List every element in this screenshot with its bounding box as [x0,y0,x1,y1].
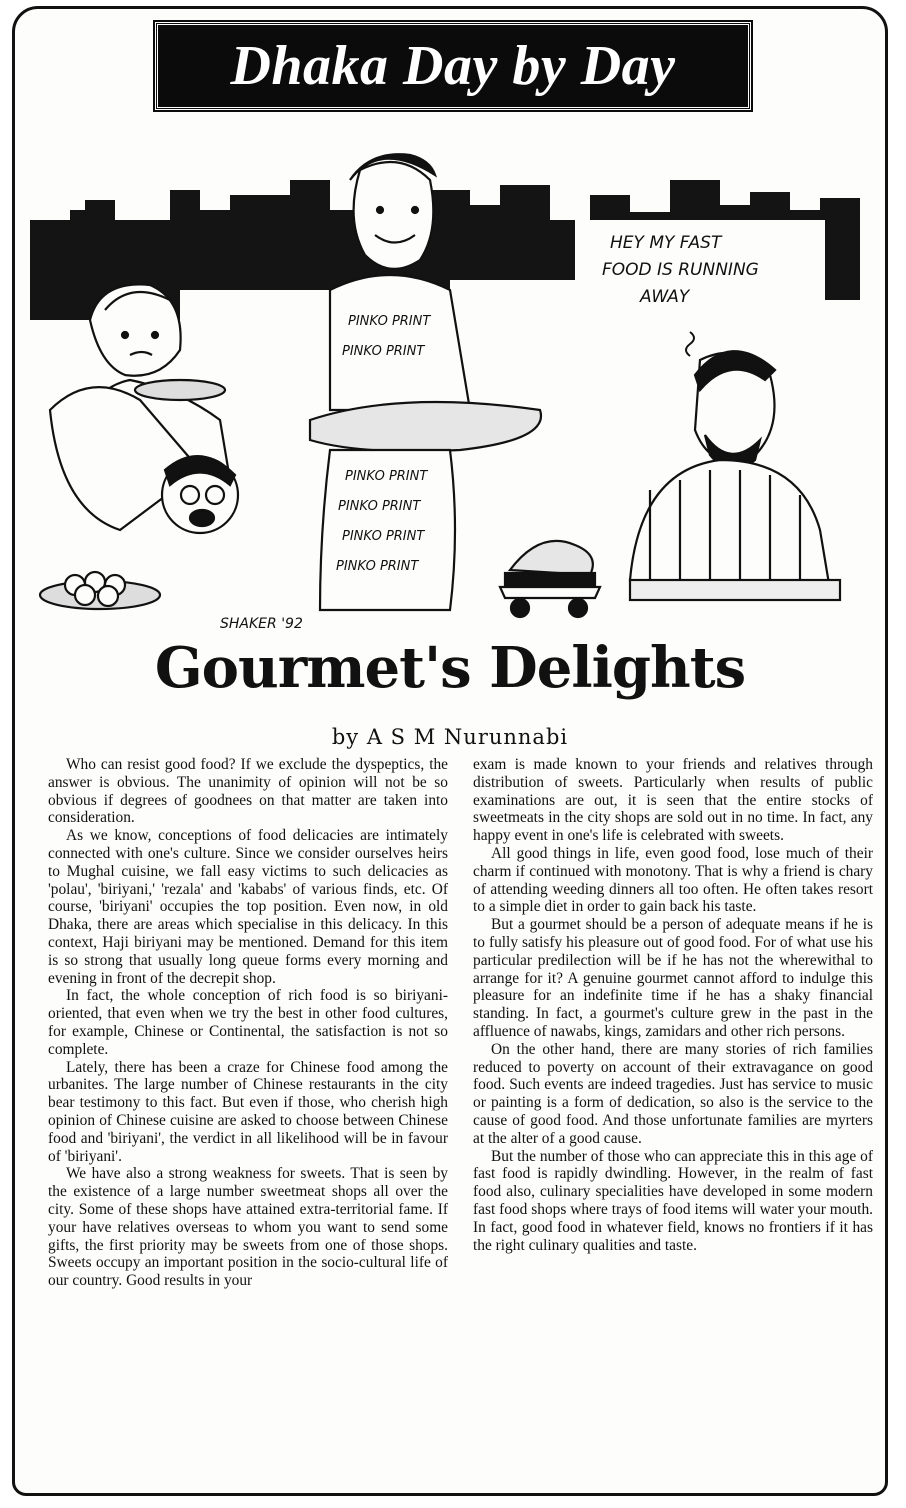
running-burger-icon [500,541,600,617]
paragraph: But the number of those who can appreciate this in this age of fast food is rapidly dwindling. However, in the realm of fast food also, culinary specialities have developed in some modern fast food shops where trays of food items will water your mouth. In fact, good food in whatever field, knows no frontiers if it has the right culinary qualities and taste. [473,1147,873,1254]
paragraph: Lately, there has been a craze for Chinese food among the urbanites. The large number of Chinese restaurants in the city bear testimony to this fact. But even if those, who cherish high opinion of Chinese cuisine are asked to choose between Chinese food and 'biriyani', the verdict in all likelihood will be in favour of 'biriyani'. [48,1058,448,1165]
sari-print-3: PINKO PRINT [342,529,425,544]
sari-print-4: PINKO PRINT [336,559,419,574]
paragraph: But a gourmet should be a person of adequate means if he is to fully satisfy his pleasure out of good food. For of what use his particular predilection will be if he has not the wherewithal to arrange for it? A genuine gourmet cannot afford to indulge this pleasure for an indefinite time if he has a shaky financial standing. In fact, a gourmet's culture grew in the past in the affluence of nawabs, kings, zamidars and other rich persons. [473,916,873,1040]
cartoon-illustration [30,150,860,640]
sari-print-6: PINKO PRINT [342,344,425,359]
sari-print-2: PINKO PRINT [338,499,421,514]
paragraph: On the other hand, there are many stories of rich families reduced to poverty on account of their extravagance on good food. Such events are indeed tragedies. Just has service to music or painting is a form of dedication, so also is the service to the cause of good food. And those unfortunate families are myrters at the alter of a good cause. [473,1040,873,1147]
sari-print-5: PINKO PRINT [348,314,431,329]
paragraph: As we know, conceptions of food delicacies are intimately connected with one's culture. Since we consider ourselves heirs to Mughal cuisine, we fall easy victims to such delicacies as 'polau', 'biriyani,' 'rezala' and 'kababs' of various finds, etc. Of course, 'biriyani' occupies the top position. Even now, in old Dhaka, there are areas which specialise in this delicacy. In this context, Haji biriyani may be mentioned. Demand for this item is so strong that usually long queue forms every morning and evening in front of the decrepit shop. [48,827,448,987]
cartoonist-signature: SHAKER '92 [220,616,303,632]
speech-line-1: HEY MY FAST [610,233,722,253]
paragraph: exam is made known to your friends and relatives through distribution of sweets. Particularly when results of public examinations are out, it is seen that the entire stocks of sweetmeats in the city shops are sold out in no time. In fact, any happy event in one's life is celebrated with sweets. [473,756,873,845]
sari-print-1: PINKO PRINT [345,469,428,484]
speech-line-2: FOOD IS RUNNING [602,260,759,280]
paragraph: In fact, the whole conception of rich food is so biriyani-oriented, that even when we try the best in other food cultures, for example, Chinese or Continental, the satisfaction is not so complete. [48,987,448,1058]
article-byline: by A S M Nurunnabi [331,725,569,749]
paragraph: Who can resist good food? If we exclude the dyspeptics, the answer is obvious. The unanimity of opinion will not be so obvious if degrees of goodnees on that matter are taken into consideration. [48,756,448,827]
masthead-title: Dhaka Day by Day [230,35,676,97]
paragraph: All good things in life, even good food, lose much of their charm if continued with monotony. That is why a friend is chary of attending weeding dinners all too often. He often takes resort to a simple diet in order to gain back his taste. [473,844,873,916]
paragraph: We have also a strong weakness for sweets. That is seen by the existence of a large number sweetmeat shops all over the city. Some of these shops have attained extra-territorial fame. If your have relatives overseas to whom you want to send some gifts, the first priority may be sweets from one of those shops. Sweets occupy an important position in the socio-cultural life of our country. Good results in your [48,1165,448,1290]
right-column [473,756,873,1254]
masthead-banner [155,22,751,110]
article-headline: Gourmet's Delights [154,635,746,701]
left-column [48,756,448,1290]
bearded-man-figure [630,351,840,600]
speech-line-3: AWAY [640,287,690,307]
